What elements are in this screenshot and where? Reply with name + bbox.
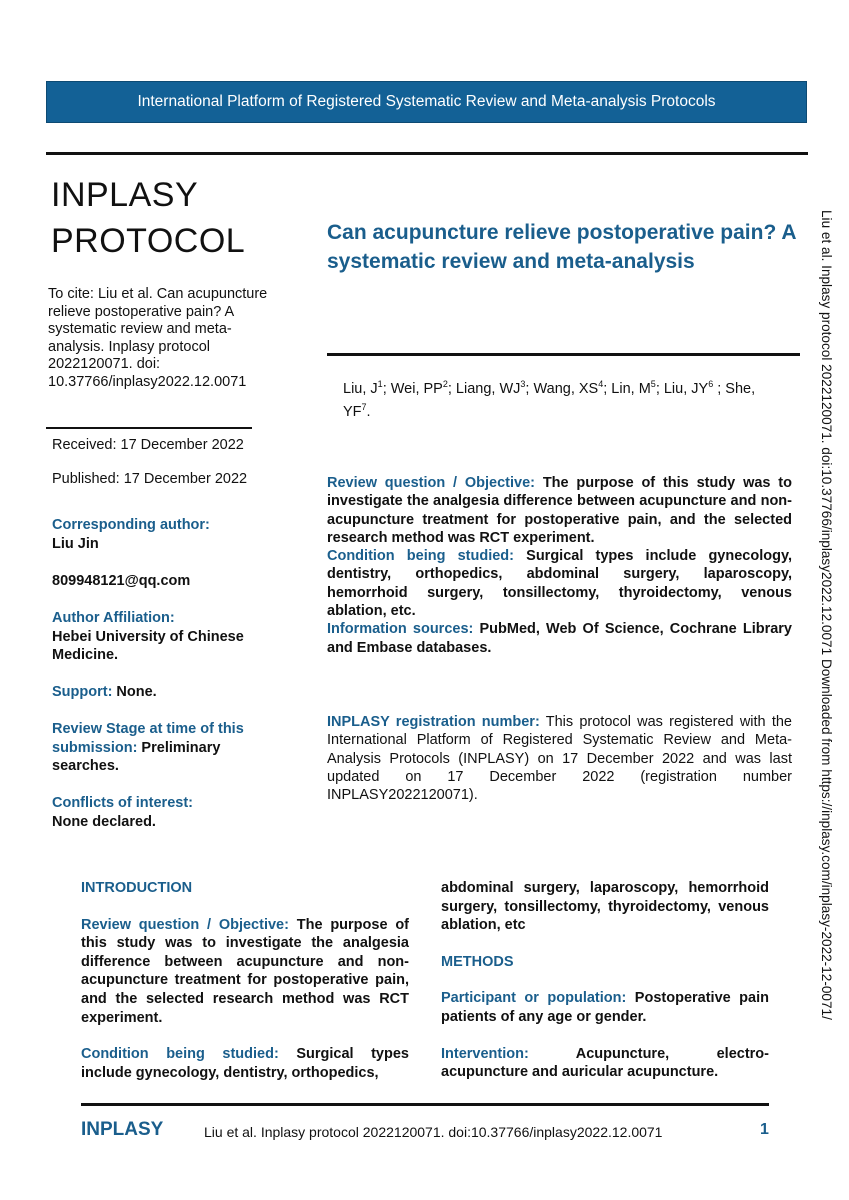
download-sidebar bbox=[820, 210, 834, 1090]
body-right-column bbox=[441, 879, 769, 1100]
author-list-end: . bbox=[366, 403, 371, 420]
left-divider bbox=[46, 427, 252, 429]
intervention-label: Intervention: bbox=[441, 1045, 529, 1062]
citation-text: To cite: Liu et al. Can acupuncture relieve postoperative pain? A systematic review and meta-analysis. Inplasy protocol 2022120071. doi: 10.37766/inplasy2022.12.0071 bbox=[48, 286, 268, 390]
support-label: Support: bbox=[52, 684, 113, 700]
cond-continuation: abdominal surgery, laparoscopy, hemorrhoid surgery, tonsillectomy, thyroidectomy, venous ablation, etc bbox=[441, 880, 769, 934]
author-4: ; Wang, XS bbox=[525, 380, 599, 397]
support-value: None. bbox=[112, 684, 157, 700]
footer-citation: Liu et al. Inplasy protocol 2022120071. doi:10.37766/inplasy2022.12.0071 bbox=[204, 1124, 663, 1140]
participant-text: Postoperative pain patients of any age or gender. bbox=[441, 990, 769, 1025]
abstract-rq-label: Review question / Objective: bbox=[327, 475, 535, 491]
abstract-rq-text: The purpose of this study was to investigate the analgesia difference between acupuncture and non-acupuncture treatment for postoperative pain, and the selected research method was RCT experiment. bbox=[327, 475, 792, 546]
received-date: Received: 17 December 2022 bbox=[52, 437, 244, 453]
author-2: ; Wei, PP bbox=[382, 380, 443, 397]
intervention-paragraph bbox=[441, 1045, 769, 1082]
intro-rq-text: The purpose of this study was to investigate the analgesia difference between acupuncture and non-acupuncture treatment for postoperative pain, and the selected research method was RCT experiment. bbox=[81, 916, 410, 1026]
author-email: 809948121@qq.com bbox=[52, 573, 191, 589]
registration-text: This protocol was registered with the International Platform of Registered Systematic Review and Meta-Analysis Protocols (INPLASY) on 17 December 2022 and was last updated on 17 December 2022 (registration number INPLASY2022120071). bbox=[327, 714, 792, 804]
stage-value: Preliminary searches. bbox=[52, 739, 221, 774]
conflicts-label: Conflicts of interest: bbox=[52, 795, 193, 811]
intro-cond-text: Surgical types include gynecology, dentistry, orthopedics, bbox=[81, 1046, 409, 1081]
author-3-affil: 3 bbox=[520, 379, 526, 389]
stage-label: Review Stage at time of this submission: bbox=[52, 721, 244, 756]
abstract-info-text: PubMed, Web Of Science, Cochrane Library and Embase databases. bbox=[327, 621, 792, 656]
page-number: 1 bbox=[760, 1121, 769, 1138]
abstract-block bbox=[327, 474, 792, 657]
conflicts bbox=[52, 794, 282, 831]
title-rule bbox=[327, 353, 800, 356]
published-date: Published: 17 December 2022 bbox=[52, 471, 248, 487]
paper-title: Can acupuncture relieve postoperative pain? A systematic review and meta-analysis bbox=[327, 221, 796, 273]
author-1-affil: 1 bbox=[377, 379, 383, 389]
footer-rule bbox=[81, 1103, 769, 1106]
corresponding-name: Liu Jin bbox=[52, 535, 99, 552]
banner-text: International Platform of Registered Systematic Review and Meta-analysis Protocols bbox=[137, 93, 716, 110]
intro-rq-label: Review question / Objective: bbox=[81, 916, 289, 933]
intro-cond-paragraph bbox=[81, 1045, 409, 1082]
author-2-affil: 2 bbox=[442, 379, 448, 389]
protocol-heading-line2: PROTOCOL bbox=[51, 222, 246, 260]
review-stage bbox=[52, 720, 282, 776]
author-3: ; Liang, WJ bbox=[447, 380, 521, 397]
corresponding-author bbox=[52, 516, 282, 553]
author-7-affil: 7 bbox=[361, 401, 367, 412]
participant-label: Participant or population: bbox=[441, 990, 627, 1007]
sidebar-text: Liu et al. Inplasy protocol 2022120071. doi:10.37766/inplasy2022.12.0071 Downloaded from https://inplasy.com/inplasy-2022-12-0071/ bbox=[819, 210, 834, 1020]
footer-brand: INPLASY bbox=[81, 1119, 164, 1140]
protocol-heading-line1: INPLASY bbox=[51, 176, 199, 214]
top-rule bbox=[46, 152, 808, 155]
author-7: ; She, YF bbox=[343, 380, 756, 420]
methods-heading: METHODS bbox=[441, 953, 514, 970]
support bbox=[52, 683, 282, 702]
author-4-affil: 4 bbox=[598, 379, 604, 389]
abstract-info-label: Information sources: bbox=[327, 621, 474, 638]
intervention-text: Acupuncture, electro-acupuncture and auricular acupuncture. bbox=[441, 1045, 769, 1081]
author-5: ; Lin, M bbox=[603, 380, 651, 397]
introduction-heading: INTRODUCTION bbox=[81, 880, 193, 896]
author-1: Liu, J bbox=[343, 380, 378, 397]
abstract-cond-label: Condition being studied: bbox=[327, 548, 514, 565]
corresponding-label: Corresponding author: bbox=[52, 517, 210, 533]
author-list bbox=[343, 375, 783, 421]
author-6-affil: 6 bbox=[708, 379, 714, 389]
affiliation-label: Author Affiliation: bbox=[52, 610, 175, 626]
author-6: ; Liu, JY bbox=[655, 380, 709, 397]
body-left-column bbox=[81, 879, 409, 1100]
participant-paragraph bbox=[441, 989, 769, 1026]
intro-rq-paragraph bbox=[81, 916, 409, 1028]
registration-block bbox=[327, 713, 792, 804]
affiliation-value: Hebei University of Chinese Medicine. bbox=[52, 628, 244, 663]
abstract-cond-text: Surgical types include gynecology, dentistry, orthopedics, abdominal surgery, laparoscopy, hemorrhoid surgery, tonsillectomy, thyroidectomy, venous ablation, etc. bbox=[327, 548, 792, 620]
conflicts-value: None declared. bbox=[52, 813, 156, 830]
registration-label: INPLASY registration number: bbox=[327, 714, 540, 730]
author-5-affil: 5 bbox=[650, 379, 656, 389]
platform-banner bbox=[46, 81, 807, 123]
author-affiliation bbox=[52, 609, 282, 665]
intro-cond-label: Condition being studied: bbox=[81, 1046, 279, 1063]
